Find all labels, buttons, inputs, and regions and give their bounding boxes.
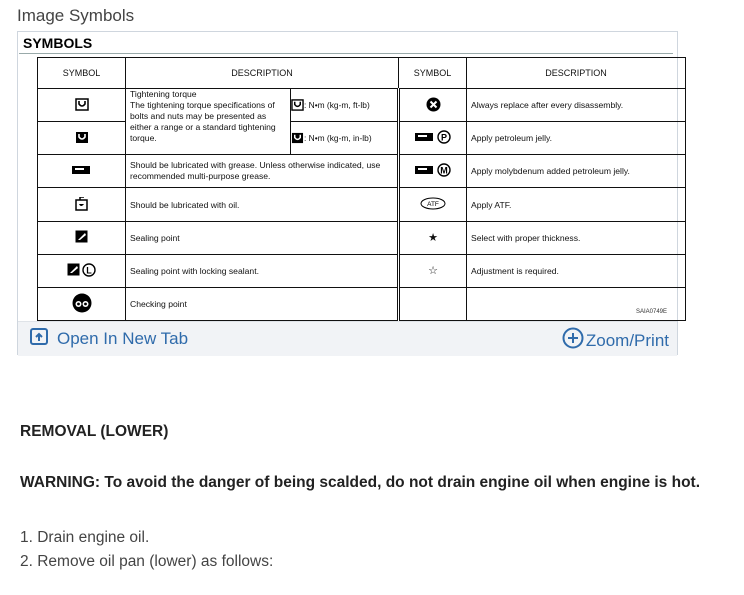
locking-sealant-symbol-cell xyxy=(38,254,126,287)
header-symbol-left: SYMBOL xyxy=(38,58,126,89)
adjustment-description: Adjustment is required. xyxy=(467,254,686,287)
oil-symbol-cell xyxy=(38,188,126,221)
molybdenum-letter: M xyxy=(440,165,448,176)
empty-symbol-cell xyxy=(399,287,467,320)
oil-can-icon xyxy=(75,197,88,213)
atf-label: ATF xyxy=(427,201,439,208)
molybdenum-jelly-icon xyxy=(437,163,451,179)
section-heading: REMOVAL (LOWER) xyxy=(20,423,169,440)
oil-description: Should be lubricated with oil. xyxy=(126,188,399,221)
petroleum-symbol-cell xyxy=(399,122,467,155)
torque-units xyxy=(290,89,397,154)
grease-gun-icon xyxy=(72,165,92,177)
sealing-point-icon xyxy=(75,230,88,245)
star-outline-icon: ☆ xyxy=(428,265,438,278)
list-item: 2. Remove oil pan (lower) as follows: xyxy=(20,553,274,570)
figure-code: SAIA0749E xyxy=(635,309,667,315)
checking-description: Checking point xyxy=(126,287,399,320)
open-new-tab-label: Open In New Tab xyxy=(57,329,189,348)
open-new-tab-link[interactable] xyxy=(30,328,188,350)
petroleum-jelly-icon xyxy=(437,130,451,146)
atf-description: Apply ATF. xyxy=(467,188,686,221)
thickness-symbol-cell xyxy=(399,221,467,254)
empty-description-cell xyxy=(467,287,686,320)
sealing-symbol-cell xyxy=(38,221,126,254)
torque-description-cell xyxy=(126,89,399,155)
grease-symbol-cell xyxy=(38,155,126,188)
open-new-tab-icon xyxy=(30,328,48,350)
locking-letter: L xyxy=(86,265,92,276)
locking-sealant-description: Sealing point with locking sealant. xyxy=(126,254,399,287)
header-symbol-right: SYMBOL xyxy=(399,58,467,89)
petroleum-description: Apply petroleum jelly. xyxy=(467,122,686,155)
list-item: 1. Drain engine oil. xyxy=(20,529,150,546)
table-row xyxy=(38,287,686,320)
sealing-description: Sealing point xyxy=(126,221,399,254)
figure-title-divider xyxy=(19,53,673,54)
molybdenum-symbol-cell xyxy=(399,155,467,188)
zoom-print-label: Zoom/Print xyxy=(585,330,669,350)
torque-symbol-cell xyxy=(38,89,126,122)
symbols-figure xyxy=(17,31,678,355)
figure-title: SYMBOLS xyxy=(23,35,93,51)
torque-unit-in-lb-label: : N•m (kg-m, in-lb) xyxy=(304,133,372,144)
zoom-plus-icon xyxy=(562,327,584,354)
torque-wrench-filled-icon xyxy=(75,131,89,146)
zoom-print-link[interactable] xyxy=(562,327,669,354)
header-description-left: DESCRIPTION xyxy=(126,58,399,89)
grease-gun-icon xyxy=(415,165,435,177)
image-heading: Image Symbols xyxy=(17,6,135,25)
table-row xyxy=(38,221,686,254)
petroleum-letter: P xyxy=(441,132,448,143)
sealing-point-icon xyxy=(67,263,80,278)
table-row xyxy=(38,254,686,287)
torque-wrench-filled-icon xyxy=(291,132,304,144)
torque-description: Tightening torque The tightening torque specifications of bolts and nuts may be presented as either a range or a standard tightening torque. xyxy=(130,89,276,144)
replace-symbol-cell xyxy=(399,89,467,122)
replace-x-icon xyxy=(426,97,441,114)
warning-text: WARNING: To avoid the danger of being scalded, do not drain engine oil when engine is hot. xyxy=(20,474,701,491)
grease-description: Should be lubricated with grease. Unless otherwise indicated, use recommended multi-purpose grease. xyxy=(126,155,399,188)
thickness-description: Select with proper thickness. xyxy=(467,221,686,254)
table-row xyxy=(38,155,686,188)
checking-symbol-cell xyxy=(38,287,126,320)
header-description-right: DESCRIPTION xyxy=(467,58,686,89)
torque-filled-symbol-cell xyxy=(38,122,126,155)
atf-symbol-cell xyxy=(399,188,467,221)
replace-description: Always replace after every disassembly. xyxy=(467,89,686,122)
checking-point-icon xyxy=(72,293,92,315)
table-header-row xyxy=(38,58,686,89)
figure-footer xyxy=(18,321,677,356)
torque-unit-ft-lb-label: : N•m (kg-m, ft-lb) xyxy=(304,100,370,111)
torque-unit-ft-lb xyxy=(291,89,397,121)
symbols-table xyxy=(37,57,686,321)
locking-sealant-icon xyxy=(82,263,96,279)
torque-wrench-icon xyxy=(75,98,89,113)
table-row xyxy=(38,89,686,122)
atf-icon xyxy=(420,197,446,212)
grease-gun-icon xyxy=(415,132,435,144)
torque-wrench-icon xyxy=(291,99,304,111)
torque-unit-in-lb xyxy=(291,121,397,154)
table-row xyxy=(38,188,686,221)
adjustment-symbol-cell xyxy=(399,254,467,287)
steps-list xyxy=(20,526,273,574)
molybdenum-description: Apply molybdenum added petroleum jelly. xyxy=(467,155,686,188)
star-filled-icon: ★ xyxy=(428,232,438,245)
